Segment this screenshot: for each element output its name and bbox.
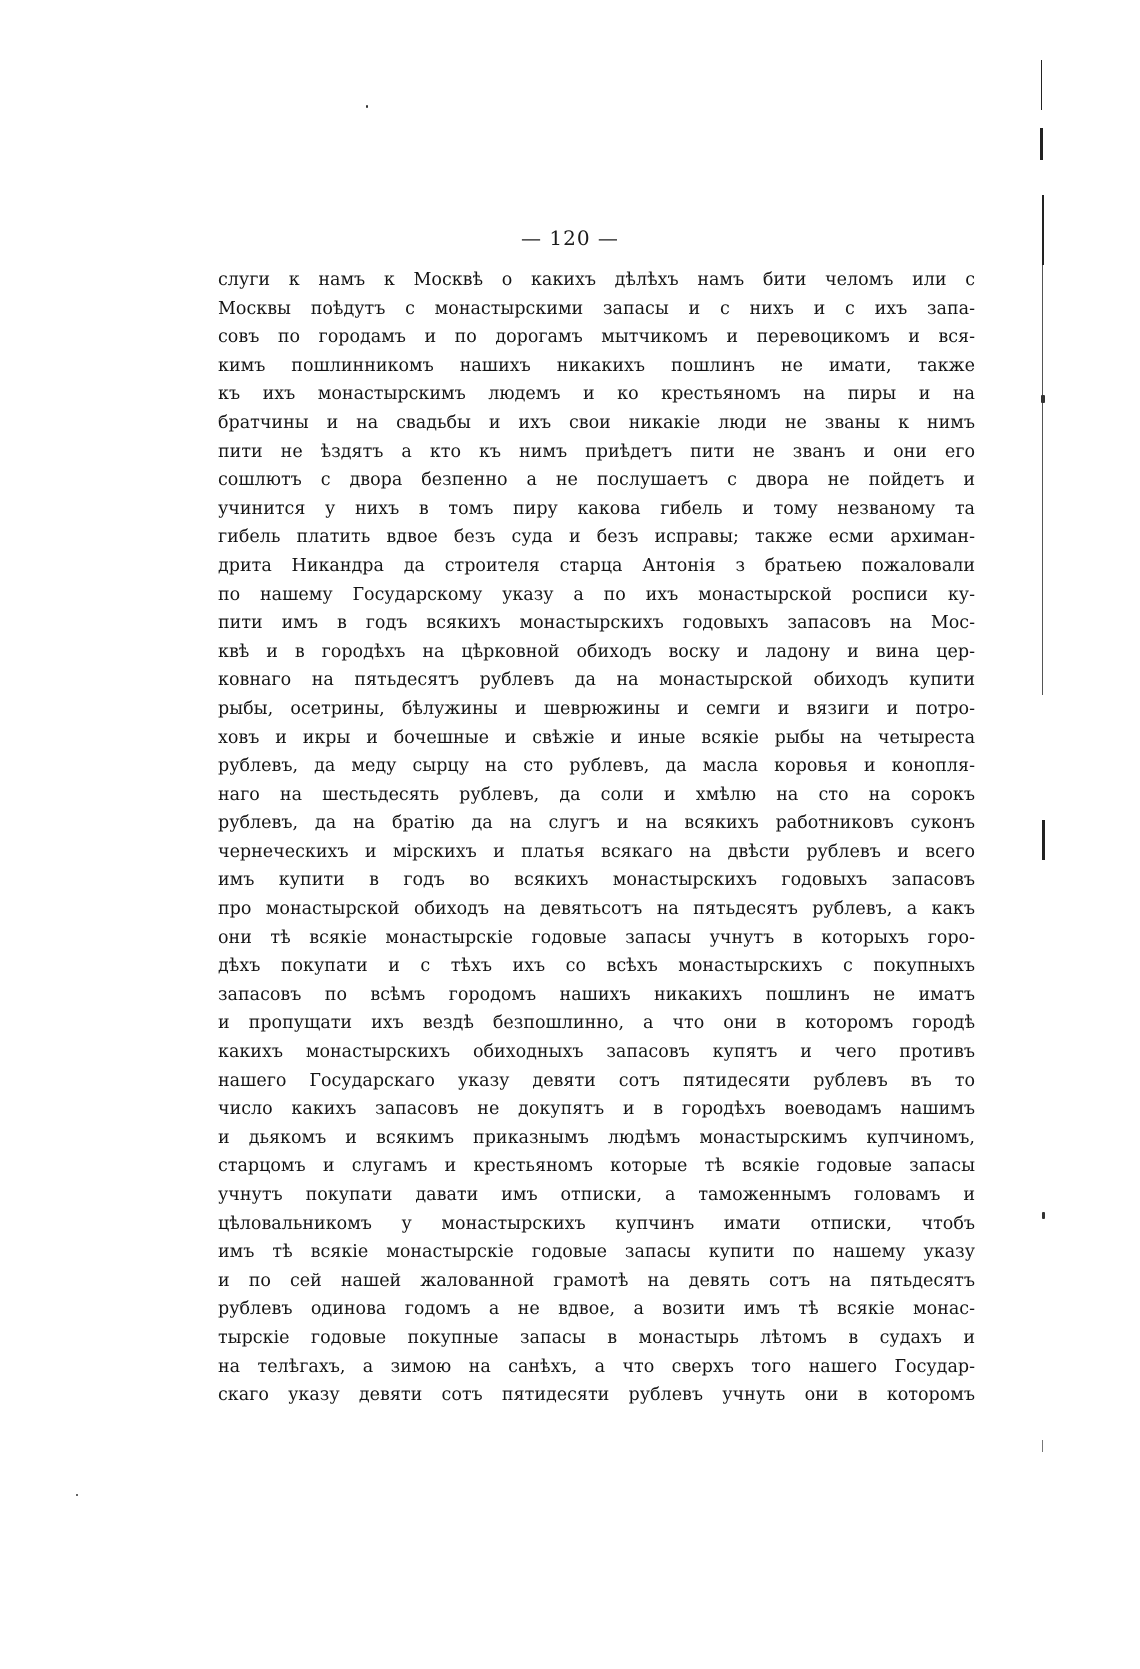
text-line: къ ихъ монастырскимъ людемъ и ко крестьяномъ на пиры и на bbox=[218, 384, 975, 405]
text-line: число какихъ запасовъ не докупятъ и в городѣхъ воеводамъ нашимъ bbox=[218, 1099, 975, 1120]
text-line: пити не ѣздятъ а кто къ нимъ приѣдетъ пити не званъ и они его bbox=[218, 441, 975, 462]
text-line: они тѣ всякіе монастырскіе годовые запасы учнутъ в которыхъ горо- bbox=[218, 927, 975, 948]
text-line: и пропущати ихъ вездѣ безпошлинно, а что они в которомъ городѣ bbox=[218, 1013, 975, 1034]
text-line: пити имъ в годъ всякихъ монастырскихъ годовыхъ запасовъ на Мос- bbox=[218, 613, 975, 634]
text-line: братчины и на свадьбы и ихъ свои никакіе люди не званы к нимъ bbox=[218, 412, 975, 433]
text-line: рублевъ одинова годомъ а не вдвое, а возити имъ тѣ всякіе монас- bbox=[218, 1299, 975, 1320]
scan-edge-line bbox=[1042, 820, 1045, 860]
text-line: нашего Государскаго указу девяти сотъ пятидесяти рублевъ въ то bbox=[218, 1070, 975, 1091]
text-line: какихъ монастырскихъ обиходныхъ запасовъ купятъ и чего противъ bbox=[218, 1042, 975, 1063]
text-line: цѣловальникомъ у монастырскихъ купчинъ имати отписки, чтобъ bbox=[218, 1213, 975, 1234]
text-line: дѣхъ покупати и с тѣхъ ихъ со всѣхъ монастырскихъ с покупныхъ bbox=[218, 956, 975, 977]
text-line: наго на шестьдесять рублевъ, да соли и хмѣлю на сто на сорокъ bbox=[218, 784, 975, 805]
text-line: чернеческихъ и мірскихъ и платья всякаго на двѣсти рублевъ и всего bbox=[218, 841, 975, 862]
scan-edge-line bbox=[1041, 60, 1042, 110]
text-line: учнутъ покупати давати имъ отписки, а таможеннымъ головамъ и bbox=[218, 1185, 975, 1205]
text-line: ковнаго на пятьдесятъ рублевъ да на монастырской обиходъ купити bbox=[218, 670, 975, 691]
text-line: Москвы поѣдутъ с монастырскими запасы и с нихъ и с ихъ запа- bbox=[218, 298, 975, 319]
scan-speck bbox=[1041, 395, 1045, 403]
text-line: старцомъ и слугамъ и крестьяномъ которые тѣ всякіе годовые запасы bbox=[218, 1156, 975, 1177]
text-line: по нашему Государскому указу а по ихъ монастырской росписи ку- bbox=[218, 584, 975, 605]
text-line: квѣ и в городѣхъ на цѣрковной обиходъ воску и ладону и вина цер- bbox=[218, 641, 975, 662]
text-line: кимъ пошлинникомъ нашихъ никакихъ пошлинъ не имати, также bbox=[218, 355, 975, 376]
body-text bbox=[218, 266, 975, 1410]
text-line: скаго указу девяти сотъ пятидесяти рублевъ учнуть они в которомъ bbox=[218, 1385, 975, 1406]
text-line: дрита Никандра да строителя старца Антонія з братьею пожаловали bbox=[218, 555, 975, 576]
scan-edge-line bbox=[1040, 128, 1043, 160]
scan-edge-line bbox=[1042, 265, 1043, 695]
text-line: имъ купити в годъ во всякихъ монастырскихъ годовыхъ запасовъ bbox=[218, 870, 975, 891]
text-line: и по сей нашей жалованной грамотѣ на девять сотъ на пятьдесятъ bbox=[218, 1270, 975, 1291]
text-line: слуги к намъ к Москвѣ о какихъ дѣлѣхъ намъ бити челомъ или с bbox=[218, 270, 975, 290]
page-number: — 120 — bbox=[521, 226, 619, 250]
text-line: совъ по городамъ и по дорогамъ мытчикомъ и перевоцикомъ и вся- bbox=[218, 327, 975, 348]
text-line: тырскіе годовые покупные запасы в монастырь лѣтомъ в судахъ и bbox=[218, 1327, 975, 1348]
text-line: гибель платить вдвое безъ суда и безъ исправы; также есми архиман- bbox=[218, 527, 975, 548]
text-line: и дьякомъ и всякимъ приказнымъ людѣмъ монастырскимъ купчиномъ, bbox=[218, 1127, 975, 1148]
text-line: сошлютъ с двора безпенно а не послушаетъ с двора не пойдетъ и bbox=[218, 470, 975, 491]
scan-speck bbox=[366, 105, 368, 108]
scan-speck bbox=[76, 1494, 78, 1496]
text-line: имъ тѣ всякіе монастырскіе годовые запасы купити по нашему указу bbox=[218, 1242, 975, 1263]
text-line: рублевъ, да меду сырцу на сто рублевъ, да масла коровья и конопля- bbox=[218, 756, 975, 777]
scan-edge-line bbox=[1042, 195, 1044, 265]
text-line: рублевъ, да на братію да на слугъ и на всякихъ работниковъ суконъ bbox=[218, 813, 975, 834]
text-line: ховъ и икры и бочешные и свѣжіе и иные всякіе рыбы на четыреста bbox=[218, 727, 975, 748]
text-line: на телѣгахъ, а зимою на санѣхъ, а что сверхъ того нашего Государ- bbox=[218, 1356, 975, 1377]
text-line: учинится у нихъ в томъ пиру какова гибель и тому незваному та bbox=[218, 498, 975, 519]
text-line: рыбы, осетрины, бѣлужины и шеврюжины и семги и вязиги и потро- bbox=[218, 698, 975, 719]
text-line: запасовъ по всѣмъ городомъ нашихъ никакихъ пошлинъ не иматъ bbox=[218, 984, 975, 1005]
text-line: про монастырской обиходъ на девятьсотъ на пятьдесятъ рублевъ, а какъ bbox=[218, 899, 975, 920]
scan-speck bbox=[1042, 1212, 1045, 1219]
scan-edge-line bbox=[1042, 1440, 1043, 1452]
